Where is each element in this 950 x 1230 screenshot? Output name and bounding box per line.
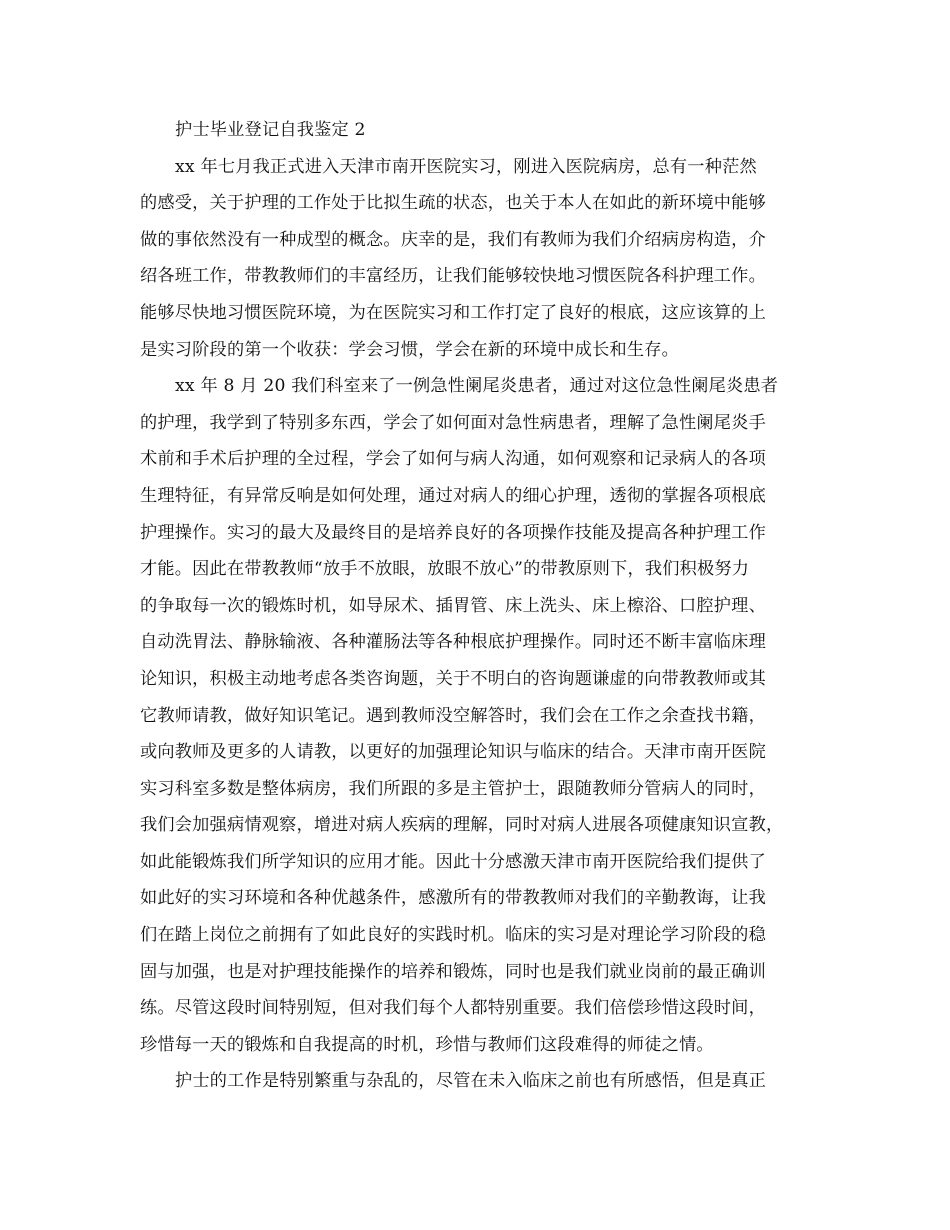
text-line: 它教师请教，做好知识笔记。遇到教师没空解答时，我们会在工作之余查找书籍， [140,705,766,726]
text-line: 练。尽管这段时间特别短，但对我们每个人都特别重要。我们倍偿珍惜这段时间， [140,998,766,1019]
paragraph [140,1063,820,1100]
text-line: 我们会加强病情观察，增进对病人疾病的理解，同时对病人进展各项健康知识宣教， [140,815,784,836]
text-line: 才能。因此在带教教师“放手不放眼，放眼不放心”的带教原则下，我们积极努力 [140,559,750,580]
text-line: 或向教师及更多的人请教，以更好的加强理论知识与临床的结合。天津市南开医院 [140,742,766,763]
text-line: 固与加强，也是对护理技能操作的培养和锻炼，同时也是我们就业岗前的最正确训 [140,961,766,982]
text-line: 生理特征，有异常反响是如何处理，通过对病人的细心护理，透彻的掌握各项根底 [140,485,766,506]
text-line: 做的事依然没有一种成型的概念。庆幸的是，我们有教师为我们介绍病房构造，介 [140,229,766,250]
text-line: 护士的工作是特别繁重与杂乱的，尽管在未入临床之前也有所感悟，但是真正 [175,1071,767,1092]
paragraph [140,149,820,369]
text-line: 术前和手术后护理的全过程，学会了如何与病人沟通，如何观察和记录病人的各项 [140,449,766,470]
document-title: 护士毕业登记自我鉴定 2 [175,120,366,140]
paragraph [140,368,820,1063]
text-line: 绍各班工作，带教教师们的丰富经历，让我们能够较快地习惯医院各科护理工作。 [140,266,766,287]
document-body [140,112,820,1100]
text-line: 的感受，关于护理的工作处于比拟生疏的状态，也关于本人在如此的新环境中能够 [140,193,766,214]
text-line: 珍惜每一天的锻炼和自我提高的时机，珍惜与教师们这段难得的师徒之情。 [140,1034,714,1055]
text-line: 的护理，我学到了特别多东西，学会了如何面对急性病患者，理解了急性阑尾炎手 [140,412,766,433]
text-line: 自动洗胃法、静脉输液、各种灌肠法等各种根底护理操作。同时还不断丰富临床理 [140,632,766,653]
text-line: 护理操作。实习的最大及最终目的是培养良好的各项操作技能及提高各种护理工作 [140,522,766,543]
text-line: 是实习阶段的第一个收获：学会习惯，学会在新的环境中成长和生存。 [140,339,680,360]
paragraph-list [140,149,820,1100]
text-line: 如此能锻炼我们所学知识的应用才能。因此十分感激天津市南开医院给我们提供了 [140,851,766,872]
text-line: xx 年七月我正式进入天津市南开医院实习，刚进入医院病房，总有一种茫然 [175,156,757,177]
text-line: xx 年 8 月 20 我们科室来了一例急性阑尾炎患者，通过对这位急性阑尾炎患者 [175,376,779,397]
text-line: 论知识，积极主动地考虑各类咨询题，关于不明白的咨询题谦虚的向带教教师或其 [140,668,766,689]
text-line: 实习科室多数是整体病房，我们所跟的多是主管护士，跟随教师分管病人的同时， [140,778,766,799]
text-line: 如此好的实习环境和各种优越条件，感激所有的带教教师对我们的辛勤教诲，让我 [140,888,766,909]
text-line: 们在踏上岗位之前拥有了如此良好的实践时机。临床的实习是对理论学习阶段的稳 [140,925,766,946]
text-line: 的争取每一次的锻炼时机，如导尿术、插胃管、床上洗头、床上檫浴、口腔护理、 [140,595,766,616]
text-line: 能够尽快地习惯医院环境，为在医院实习和工作打定了良好的根底，这应该算的上 [140,302,766,323]
